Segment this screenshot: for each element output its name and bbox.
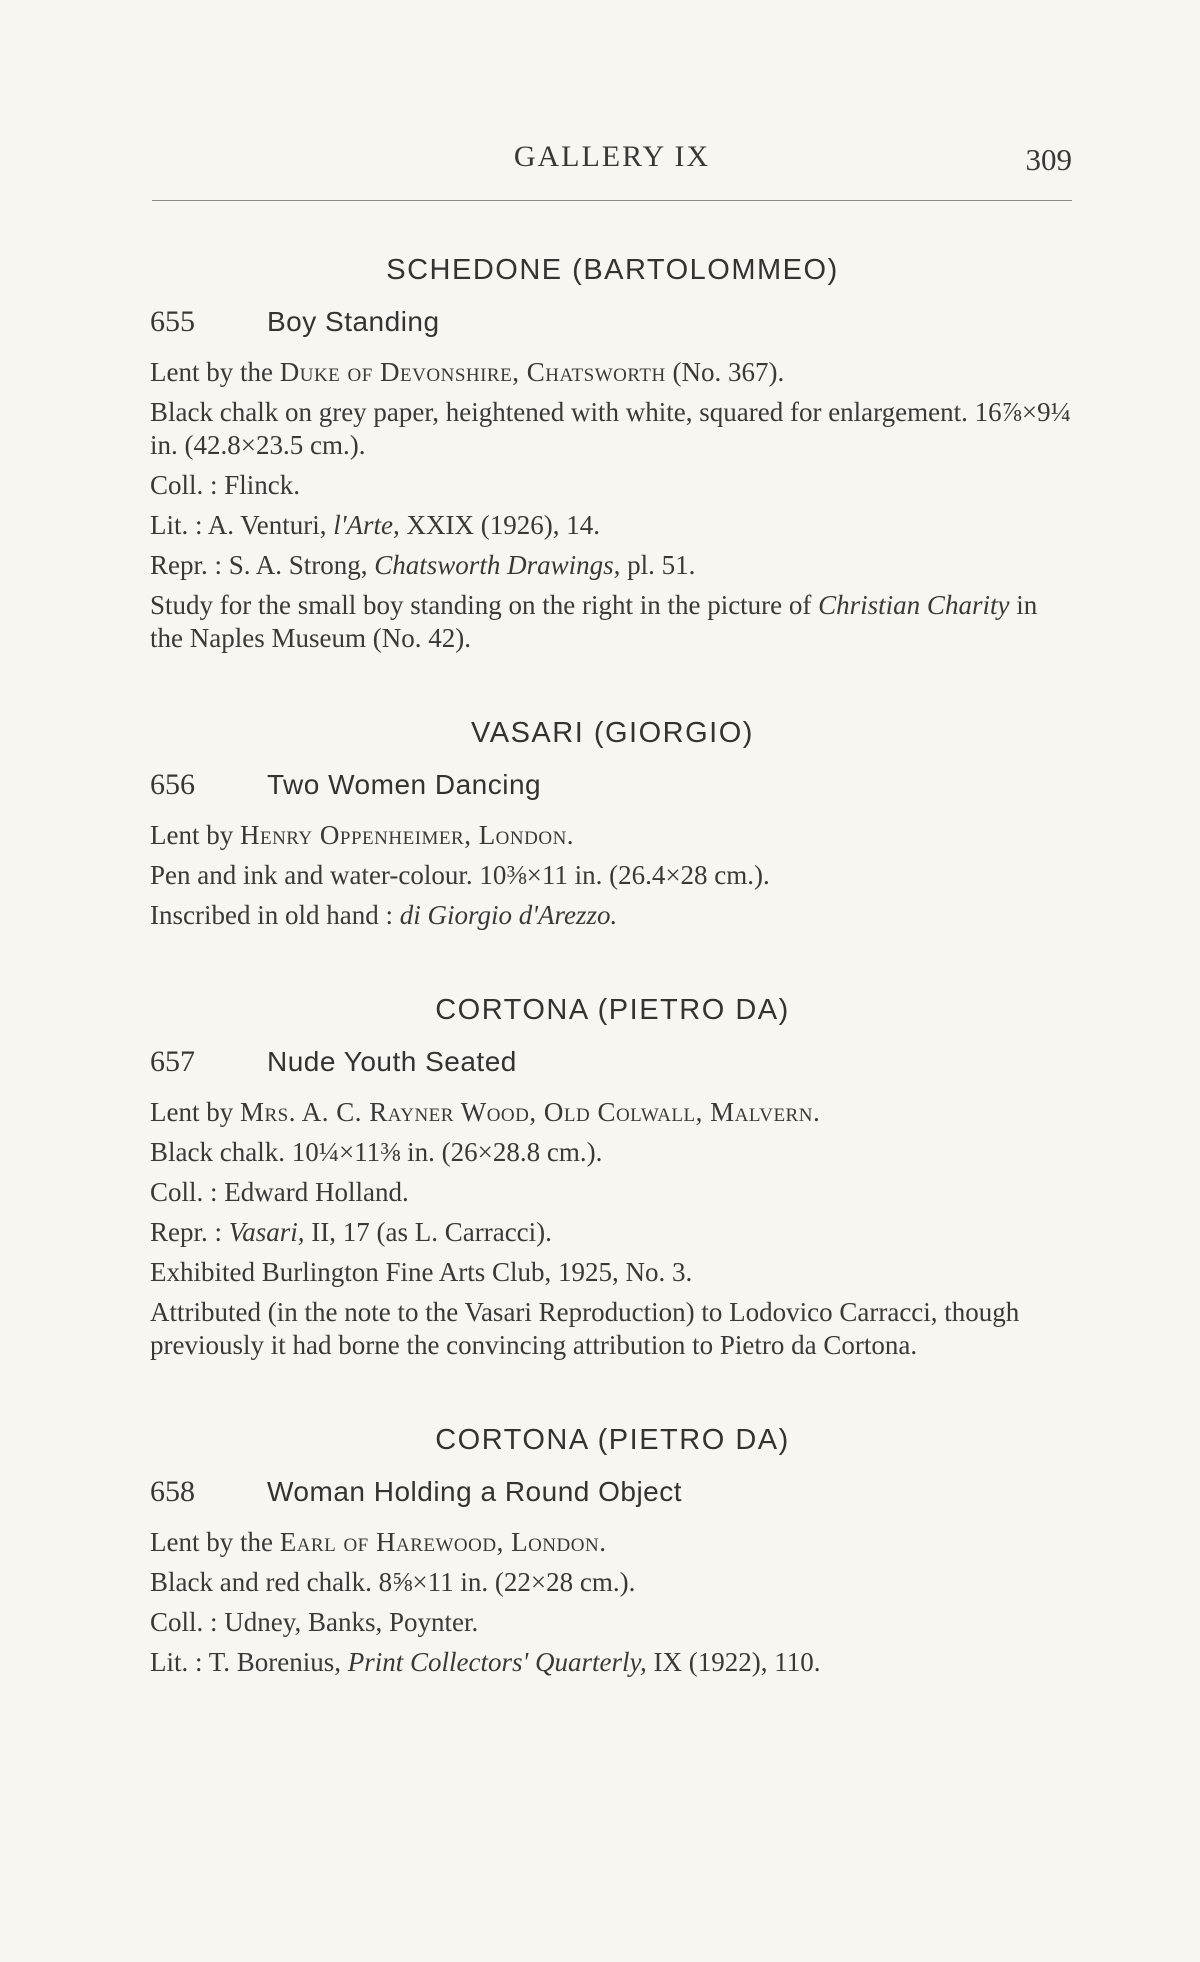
lender-name: Earl of Harewood, London. <box>279 1527 607 1557</box>
work-title: Woman Holding a Round Object <box>267 1476 683 1507</box>
catalogue-entries <box>150 248 1075 1679</box>
work-line <box>150 1040 1075 1084</box>
artist-heading: VASARI (GIORGIO) <box>471 717 754 749</box>
repr-suffix: II, 17 (as L. Carracci). <box>304 1217 552 1247</box>
work-title: Boy Standing <box>267 306 440 337</box>
inscription-line <box>150 899 1075 932</box>
medium-line: Black chalk on grey paper, heightened with white, squared for enlargement. 16⅞×9¼ in. (42.8×23.5 cm.). <box>150 397 1071 460</box>
artist-heading: CORTONA (PIETRO DA) <box>435 1424 790 1456</box>
reproduction-line <box>150 549 1075 582</box>
catalogue-entry-655 <box>150 248 1075 655</box>
note-line <box>150 589 1075 655</box>
collection-line: Coll. : Edward Holland. <box>150 1177 409 1207</box>
catalogue-number: 656 <box>150 768 195 801</box>
catalogue-number: 657 <box>150 1045 195 1078</box>
lender-line <box>150 356 1075 389</box>
artist-heading: SCHEDONE (BARTOLOMMEO) <box>386 254 839 286</box>
lent-prefix: Lent by the <box>150 1527 280 1557</box>
catalogue-entry-656 <box>150 711 1075 932</box>
lent-prefix: Lent by <box>150 820 240 850</box>
entry-spacer <box>150 655 1075 711</box>
lender-line <box>150 1526 1075 1559</box>
medium-line: Black and red chalk. 8⅝×11 in. (22×28 cm.). <box>150 1567 636 1597</box>
running-head-title: GALLERY IX <box>513 140 711 173</box>
lender-line <box>150 819 1075 852</box>
repr-italic: Chatsworth Drawings, <box>374 550 621 580</box>
lit-italic: l'Arte, <box>333 510 400 540</box>
repr-suffix: pl. 51. <box>620 550 696 580</box>
collection-line: Coll. : Udney, Banks, Poynter. <box>150 1607 479 1637</box>
lender-name: Henry Oppenheimer, London. <box>239 820 575 850</box>
work-line <box>150 763 1075 807</box>
note-italic: Christian Charity <box>818 590 1010 620</box>
note-suffix: in the Naples Museum (No. 42). <box>150 590 1038 653</box>
inscribed-prefix: Inscribed in old hand : <box>150 900 400 930</box>
catalogue-number: 658 <box>150 1475 195 1508</box>
lent-prefix: Lent by the <box>150 357 280 387</box>
repr-italic: Vasari, <box>228 1217 305 1247</box>
literature-line <box>150 509 1075 542</box>
catalogue-entry-658 <box>150 1418 1075 1679</box>
lender-line <box>150 1096 1075 1129</box>
artist-heading: CORTONA (PIETRO DA) <box>435 994 790 1026</box>
lit-prefix: Lit. : A. Venturi, <box>150 510 334 540</box>
inscribed-italic: di Giorgio d'Arezzo. <box>399 900 618 930</box>
repr-prefix: Repr. : <box>150 1217 229 1247</box>
lit-italic: Print Collectors' Quarterly, <box>347 1647 647 1677</box>
literature-line <box>150 1646 1075 1679</box>
running-head <box>152 140 1072 180</box>
lit-suffix: XXIX (1926), 14. <box>399 510 601 540</box>
note-prefix: Study for the small boy standing on the right in the picture of <box>150 590 819 620</box>
work-line <box>150 1470 1075 1514</box>
lit-suffix: IX (1922), 110. <box>646 1647 821 1677</box>
repr-prefix: Repr. : S. A. Strong, <box>150 550 375 580</box>
work-title: Nude Youth Seated <box>267 1046 517 1077</box>
collection-line: Coll. : Flinck. <box>150 470 301 500</box>
lender-name: Duke of Devonshire, Chatsworth <box>279 357 666 387</box>
medium-line: Pen and ink and water-colour. 10⅜×11 in. (26.4×28 cm.). <box>150 860 770 890</box>
note-line: Attributed (in the note to the Vasari Reproduction) to Lodovico Carracci, though previously it had borne the convincing attribution to Pietro da Cortona. <box>150 1297 1020 1360</box>
lent-prefix: Lent by <box>150 1097 240 1127</box>
lender-name: Mrs. A. C. Rayner Wood, Old Colwall, Malvern. <box>239 1097 821 1127</box>
work-line <box>150 300 1075 344</box>
header-rule <box>152 200 1072 201</box>
page-number: 309 <box>1025 142 1072 177</box>
exhibition-line: Exhibited Burlington Fine Arts Club, 1925, No. 3. <box>150 1257 693 1287</box>
catalogue-entry-657 <box>150 988 1075 1362</box>
lit-prefix: Lit. : T. Borenius, <box>150 1647 348 1677</box>
work-title: Two Women Dancing <box>267 769 542 800</box>
entry-spacer <box>150 1362 1075 1418</box>
entry-spacer <box>150 932 1075 988</box>
medium-line: Black chalk. 10¼×11⅜ in. (26×28.8 cm.). <box>150 1137 603 1167</box>
reproduction-line <box>150 1216 1075 1249</box>
catalogue-number: 655 <box>150 305 195 338</box>
lent-suffix: (No. 367). <box>665 357 785 387</box>
